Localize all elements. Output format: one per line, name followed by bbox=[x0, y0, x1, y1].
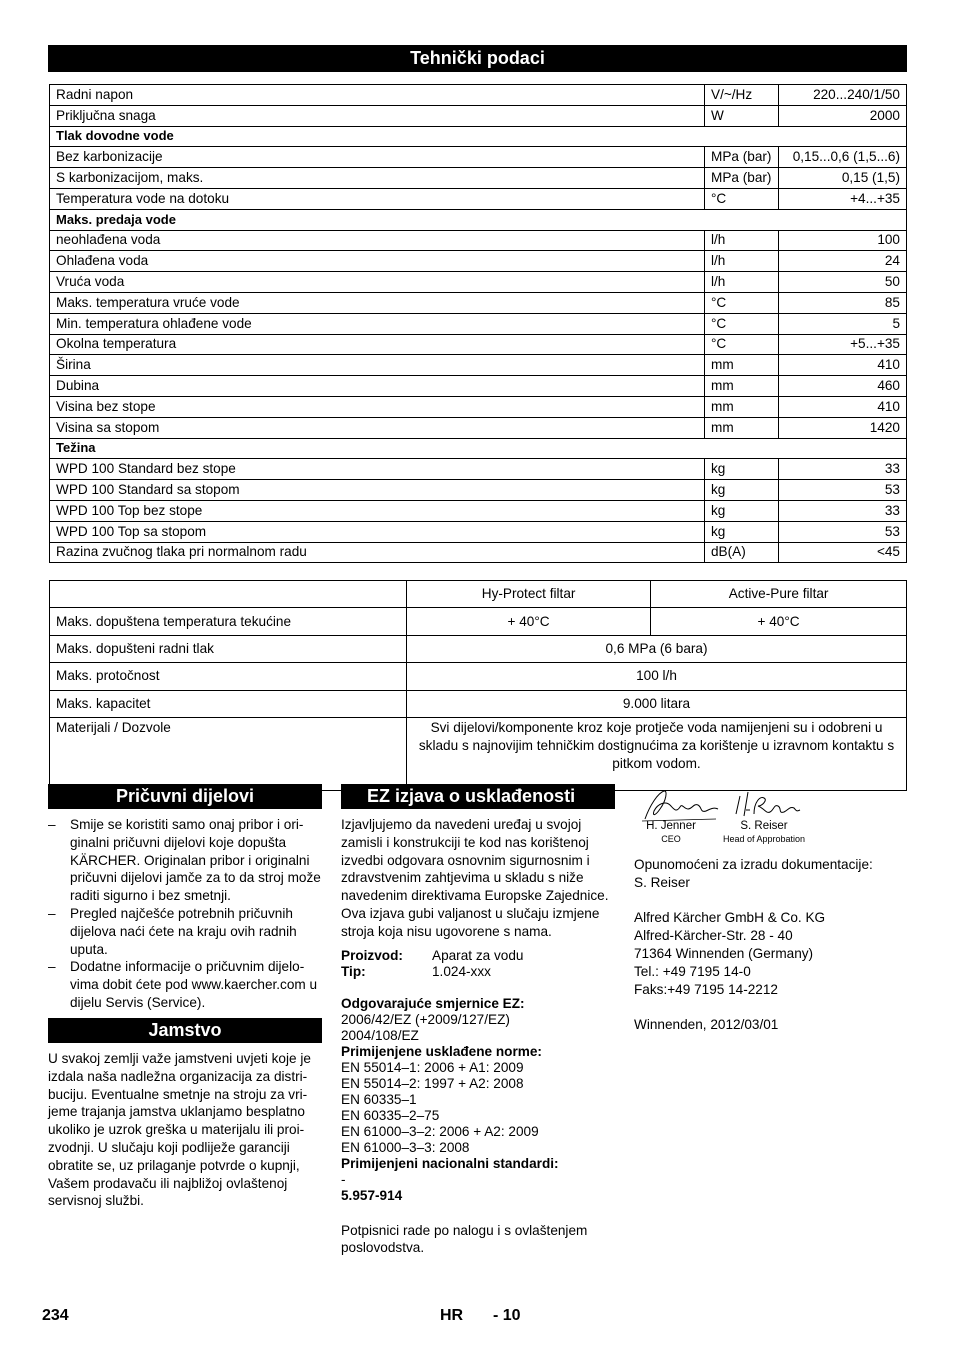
tech-label: Priključna snaga bbox=[50, 105, 705, 126]
filter-materials-value: Svi dijelovi/komponente kroz koje protječe voda namijenjeni su i odobreni u skladu s najnovijim tehničkim dostignućima za korištenje u izravnom kontaktu s pitkom vodom. bbox=[407, 717, 907, 790]
tech-value: +4...+35 bbox=[779, 188, 907, 209]
tech-value: 220...240/1/50 bbox=[779, 85, 907, 106]
tech-unit: °C bbox=[705, 334, 779, 355]
list-item: – Dodatne informacije o pričuvnim dijelovima dobit ćete pod www.kaercher.com u dijelu Servis (Service). bbox=[48, 958, 322, 1011]
ez-norm: EN 55014–2: 1997 + A2: 2008 bbox=[341, 1075, 524, 1091]
ez-directive: 2004/108/EZ bbox=[341, 1027, 419, 1043]
signature-jenner-icon bbox=[640, 785, 720, 825]
table-row bbox=[50, 635, 907, 662]
tech-unit: mm bbox=[705, 396, 779, 417]
filter-pressure-label: Maks. dopušteni radni tlak bbox=[50, 635, 407, 662]
table-row bbox=[50, 521, 907, 542]
tech-unit: mm bbox=[705, 376, 779, 397]
filter-header-row bbox=[50, 581, 907, 608]
company-line: Tel.: +49 7195 14-0 bbox=[634, 963, 751, 979]
parts-heading: Pričuvni dijelovi bbox=[48, 784, 322, 809]
signature-reiser bbox=[716, 820, 812, 845]
tech-unit: °C bbox=[705, 313, 779, 334]
ez-product bbox=[341, 948, 615, 964]
tech-unit: MPa (bar) bbox=[705, 147, 779, 168]
language-code: HR bbox=[440, 1307, 464, 1324]
ez-norm: EN 60335–2–75 bbox=[341, 1107, 440, 1123]
tech-value: 85 bbox=[779, 292, 907, 313]
tech-label: Temperatura vode na dotoku bbox=[50, 188, 705, 209]
filter-header-empty bbox=[50, 581, 407, 608]
tech-unit: kg bbox=[705, 500, 779, 521]
company-authorized: Opunomoćeni za izradu dokumentacije: bbox=[634, 857, 873, 872]
tech-value: 460 bbox=[779, 376, 907, 397]
table-row bbox=[50, 717, 907, 790]
company-line: Alfred-Kärcher-Str. 28 - 40 bbox=[634, 928, 793, 944]
tech-label: Razina zvučnog tlaka pri normalnom radu bbox=[50, 542, 705, 563]
tech-label: S karbonizacijom, maks. bbox=[50, 168, 705, 189]
table-row bbox=[50, 396, 907, 417]
tech-value: 410 bbox=[779, 396, 907, 417]
table-row bbox=[50, 376, 907, 397]
ez-product-label: Proizvod: bbox=[341, 947, 403, 963]
tech-label: Min. temperatura ohlađene vode bbox=[50, 313, 705, 334]
tech-label: Bez karbonizacije bbox=[50, 147, 705, 168]
table-row bbox=[50, 542, 907, 563]
tech-unit: W bbox=[705, 105, 779, 126]
ez-directive: 2006/42/EZ (+2009/127/EZ) bbox=[341, 1011, 510, 1027]
warranty-text: U svakoj zemlji važe jamstveni uvjeti koje je izdala naša nadležna organizacija za distribuciju. Eventualne smetnje na stroju za vrijeme trajanja jamstva uklanjamo besplatno ukoliko je uzrok greška u materijalu ili proizvodnji. U slučaju koji podliježe garanciji obratite se, uz prilaganje potvrde o kupnji, Vašem prodavaču ili najbližoj ovlaštenoj servisnoj službi. bbox=[48, 1051, 311, 1209]
tech-label: Dubina bbox=[50, 376, 705, 397]
table-row bbox=[50, 85, 907, 106]
ez-national-label: Primijenjeni nacionalni standardi: bbox=[341, 1155, 559, 1171]
signature-jenner-role: CEO bbox=[661, 834, 681, 844]
table-row bbox=[50, 105, 907, 126]
tech-value: 24 bbox=[779, 251, 907, 272]
table-row bbox=[50, 230, 907, 251]
table-row bbox=[50, 251, 907, 272]
tech-value: 33 bbox=[779, 500, 907, 521]
filter-flow-value: 100 l/h bbox=[407, 663, 907, 690]
tech-value: 0,15...0,6 (1,5...6) bbox=[779, 147, 907, 168]
tech-unit: kg bbox=[705, 459, 779, 480]
tech-section-label: Maks. predaja vode bbox=[50, 209, 907, 230]
filter-temp-active: + 40°C bbox=[651, 608, 907, 635]
ez-directives-label: Odgovarajuće smjernice EZ: bbox=[341, 995, 525, 1011]
tech-unit: kg bbox=[705, 521, 779, 542]
tech-label: WPD 100 Standard sa stopom bbox=[50, 480, 705, 501]
ez-type-label: Tip: bbox=[341, 963, 366, 979]
filter-header-hy: Hy-Protect filtar bbox=[407, 581, 651, 608]
table-row bbox=[50, 147, 907, 168]
tech-label: Visina sa stopom bbox=[50, 417, 705, 438]
ez-type-value: 1.024-xxx bbox=[432, 963, 491, 979]
ez-norm: EN 61000–3–3: 2008 bbox=[341, 1139, 470, 1155]
tech-value: 410 bbox=[779, 355, 907, 376]
tech-data-table bbox=[49, 84, 907, 563]
tech-label: Vruća voda bbox=[50, 272, 705, 293]
tech-label: Radni napon bbox=[50, 85, 705, 106]
tech-label: Visina bez stope bbox=[50, 396, 705, 417]
table-row bbox=[50, 417, 907, 438]
tech-unit: l/h bbox=[705, 230, 779, 251]
company-place-date: Winnenden, 2012/03/01 bbox=[634, 1017, 779, 1033]
table-row bbox=[50, 209, 907, 230]
tech-unit: MPa (bar) bbox=[705, 168, 779, 189]
company-line: Alfred Kärcher GmbH & Co. KG bbox=[634, 910, 826, 926]
tech-section-label: Tlak dovodne vode bbox=[50, 126, 907, 147]
table-row bbox=[50, 313, 907, 334]
tech-label: Širina bbox=[50, 355, 705, 376]
warranty-heading: Jamstvo bbox=[48, 1018, 322, 1043]
tech-label: Okolna temperatura bbox=[50, 334, 705, 355]
tech-value: 53 bbox=[779, 521, 907, 542]
signature-jenner bbox=[636, 820, 706, 845]
page-number: 234 bbox=[42, 1307, 69, 1324]
ez-national-value: - bbox=[341, 1171, 346, 1187]
tech-unit: V/~/Hz bbox=[705, 85, 779, 106]
ez-closing: Potpisnici rade po nalogu i s ovlaštenjem poslovodstva. bbox=[341, 1222, 588, 1256]
ez-product-value: Aparat za vodu bbox=[432, 947, 524, 963]
page-title: Tehnički podaci bbox=[48, 45, 907, 72]
filter-temp-hy: + 40°C bbox=[407, 608, 651, 635]
tech-value: 100 bbox=[779, 230, 907, 251]
table-row bbox=[50, 292, 907, 313]
tech-label: WPD 100 Top bez stope bbox=[50, 500, 705, 521]
tech-value: 50 bbox=[779, 272, 907, 293]
list-item: – Smije se koristiti samo onaj pribor i originalni pričuvni dijelovi koje dopušta KÄRCHER. Originalan pribor i originalni pričuvni dijelovi jamče za to da stroj može raditi sigurno i bez smetnji. bbox=[48, 816, 322, 905]
tech-value: 53 bbox=[779, 480, 907, 501]
table-row bbox=[50, 126, 907, 147]
tech-value: <45 bbox=[779, 542, 907, 563]
ez-section bbox=[341, 816, 615, 1257]
filter-header-active: Active-Pure filtar bbox=[651, 581, 907, 608]
company-line: 71364 Winnenden (Germany) bbox=[634, 945, 814, 961]
table-row bbox=[50, 608, 907, 635]
table-row bbox=[50, 459, 907, 480]
company-section bbox=[634, 856, 908, 1034]
company-address bbox=[634, 909, 908, 998]
tech-value: 1420 bbox=[779, 417, 907, 438]
signature-reiser-name: S. Reiser bbox=[740, 820, 788, 832]
ez-norms bbox=[341, 1060, 615, 1156]
ez-heading: EZ izjava o usklađenosti bbox=[341, 784, 615, 809]
parts-list bbox=[48, 816, 322, 1012]
tech-section-label: Težina bbox=[50, 438, 907, 459]
tech-label: neohlađena voda bbox=[50, 230, 705, 251]
filter-temp-label: Maks. dopuštena temperatura tekućine bbox=[50, 608, 407, 635]
tech-label: WPD 100 Top sa stopom bbox=[50, 521, 705, 542]
signature-reiser-icon bbox=[730, 788, 802, 822]
ez-intro: Izjavljujemo da navedeni uređaj u svojoj zamisli i konstrukciji te kod nas korištenoj izvedbi odgovara osnovnim sigurnosnim i zdravstvenim zahtjevima u skladu s niže navedenim direktivama Europske Zajednice. Ova izjava gubi valjanost u slučaju izmjene stroja koja nisu ugovorene s nama. bbox=[341, 817, 609, 939]
table-row bbox=[50, 188, 907, 209]
tech-unit: °C bbox=[705, 292, 779, 313]
table-row bbox=[50, 438, 907, 459]
filter-materials-label: Materijali / Dozvole bbox=[50, 717, 407, 790]
tech-unit: mm bbox=[705, 355, 779, 376]
filter-capacity-label: Maks. kapacitet bbox=[50, 690, 407, 717]
table-row bbox=[50, 168, 907, 189]
sub-page-number: - 10 bbox=[493, 1307, 521, 1324]
tech-label: Ohlađena voda bbox=[50, 251, 705, 272]
tech-value: 5 bbox=[779, 313, 907, 334]
filter-flow-label: Maks. protočnost bbox=[50, 663, 407, 690]
tech-unit: dB(A) bbox=[705, 542, 779, 563]
table-row bbox=[50, 663, 907, 690]
table-row bbox=[50, 480, 907, 501]
tech-value: 2000 bbox=[779, 105, 907, 126]
table-row bbox=[50, 500, 907, 521]
tech-label: Maks. temperatura vruće vode bbox=[50, 292, 705, 313]
table-row bbox=[50, 355, 907, 376]
tech-value: +5...+35 bbox=[779, 334, 907, 355]
table-row bbox=[50, 690, 907, 717]
filter-pressure-value: 0,6 MPa (6 bara) bbox=[407, 635, 907, 662]
tech-value: 33 bbox=[779, 459, 907, 480]
tech-unit: l/h bbox=[705, 251, 779, 272]
tech-unit: kg bbox=[705, 480, 779, 501]
parts-section bbox=[48, 816, 322, 1012]
signature-reiser-role: Head of Approbation bbox=[722, 834, 806, 844]
filter-capacity-value: 9.000 litara bbox=[407, 690, 907, 717]
company-authorized-name: S. Reiser bbox=[634, 874, 690, 890]
tech-unit: mm bbox=[705, 417, 779, 438]
ez-norms-label: Primijenjene usklađene norme: bbox=[341, 1043, 542, 1059]
ez-norm: EN 60335–1 bbox=[341, 1091, 417, 1107]
tech-unit: l/h bbox=[705, 272, 779, 293]
company-line: Faks:+49 7195 14-2212 bbox=[634, 981, 778, 997]
tech-label: WPD 100 Standard bez stope bbox=[50, 459, 705, 480]
tech-unit: °C bbox=[705, 188, 779, 209]
filter-table bbox=[49, 580, 907, 791]
signature-jenner-name: H. Jenner bbox=[646, 820, 696, 832]
tech-value: 0,15 (1,5) bbox=[779, 168, 907, 189]
ez-doc-number: 5.957-914 bbox=[341, 1187, 403, 1203]
ez-directives bbox=[341, 1012, 615, 1044]
table-row bbox=[50, 272, 907, 293]
list-item: – Pregled najčešće potrebnih pričuvnih dijelova naći ćete na kraju ovih radnih uputa. bbox=[48, 905, 322, 958]
table-row bbox=[50, 334, 907, 355]
ez-norm: EN 55014–1: 2006 + A1: 2009 bbox=[341, 1059, 524, 1075]
ez-norm: EN 61000–3–2: 2006 + A2: 2009 bbox=[341, 1123, 539, 1139]
ez-type bbox=[341, 964, 615, 980]
